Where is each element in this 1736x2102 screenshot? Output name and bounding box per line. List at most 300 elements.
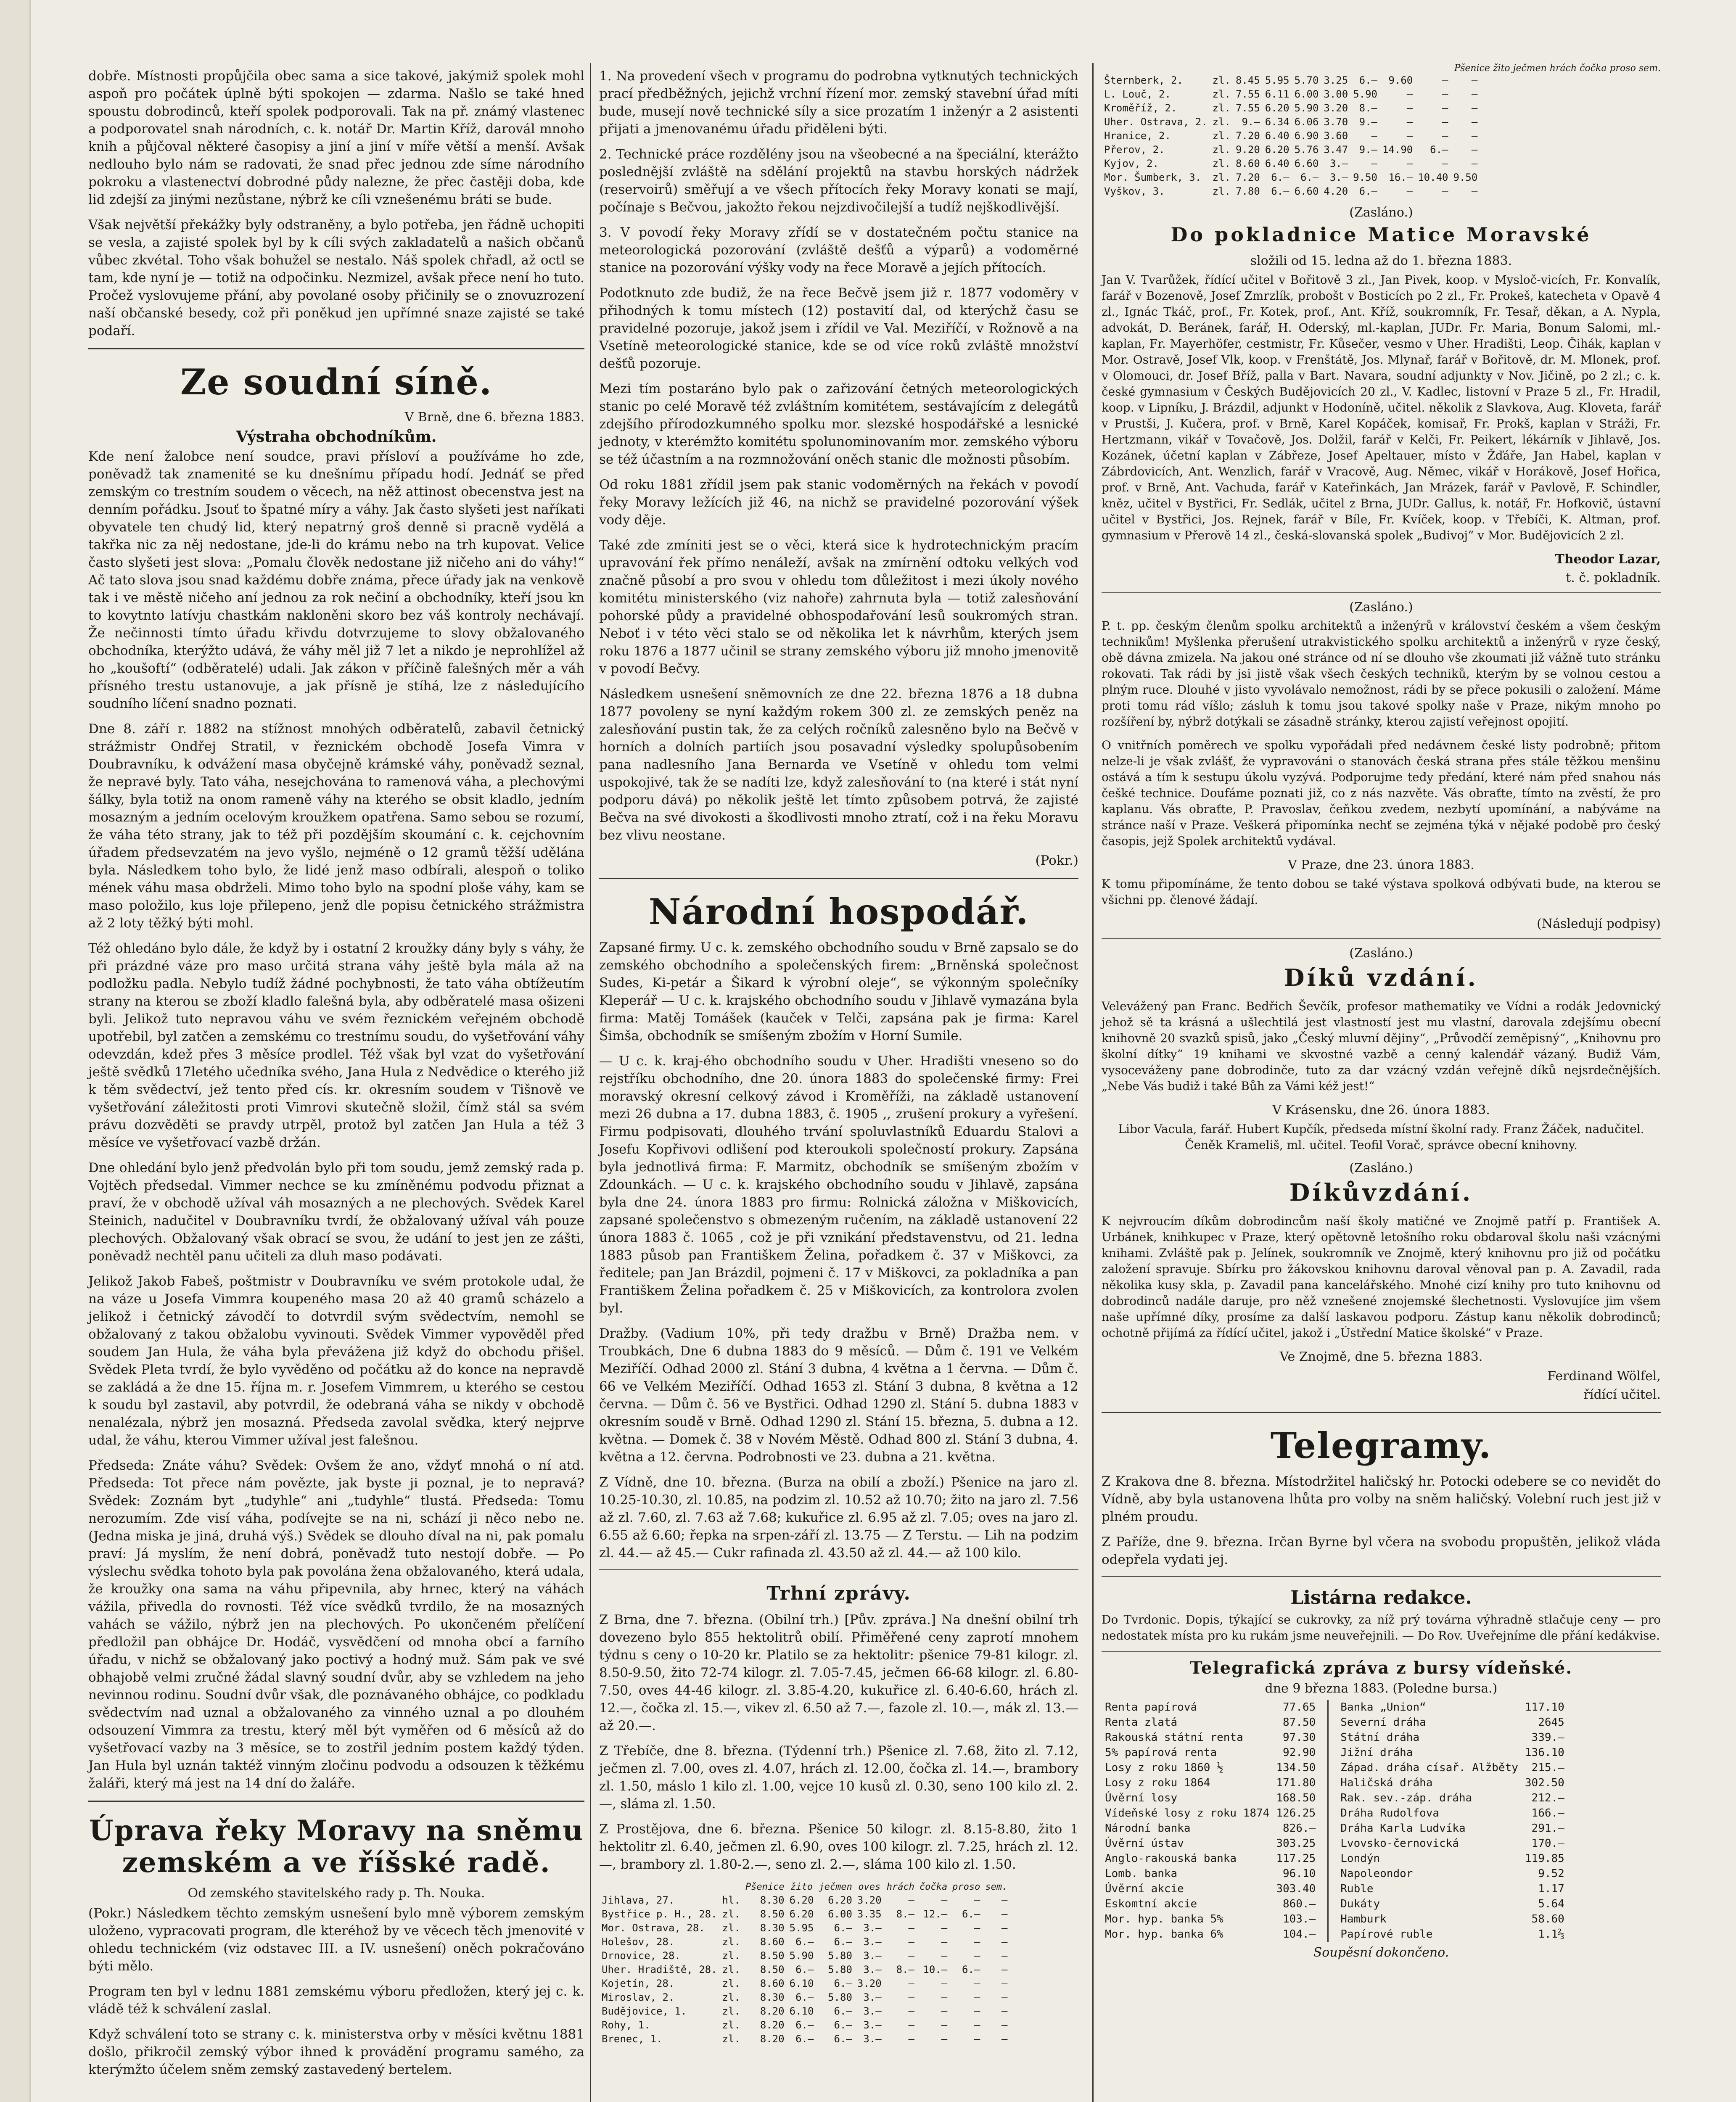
value-cell: 6.60 [1294,185,1319,197]
river-point: Mezi tím postaráno bylo pak o zařizování četných meteorologických stanic po celé Moravě též zvláštním komitétem, sestávajícím z delegátů zdejšího přírodozkumného spolku mor. slezské hospodářské a lesnické jednoty, v kterémžto komitétu spolunominovaním mor. zemského výboru se též účastním a na rozmnožování oněch stanic dle možnosti působím. [599,381,1078,467]
value-cell: 6.00 [1294,88,1319,100]
thanks-signature-role: řídící učitel. [1583,1387,1661,1402]
exchange-row [1102,1821,1319,1836]
value-cell: — [974,1950,980,1962]
value-cell: 6.— [1271,185,1289,197]
table-row [599,1949,1010,1963]
security-price: 2645 [1538,1716,1564,1729]
place-cell: Kroměříž, 2. [1104,102,1177,114]
table-row [1102,185,1480,198]
table-row [1102,157,1480,171]
security-price: 92.90 [1282,1746,1316,1759]
exchange-table-right [1337,1700,1568,1942]
exchange-row [1337,1806,1568,1821]
table-row [1102,74,1480,87]
value-cell: 6.— [962,1964,980,1975]
table-row [599,2032,1010,2046]
value-cell: 7.20 [1236,130,1260,142]
value-cell: — [1001,1950,1008,1962]
value-cell: 6.— [834,1978,852,1989]
place-cell: Budějovice, 1. [602,2005,687,2017]
security-name: Dráha Karla Ludvíka [1340,1822,1466,1835]
value-cell: 16.— [1388,172,1413,183]
exchange-row [1102,1927,1319,1942]
value-cell: 3.— [863,1950,882,1962]
river-point: Od roku 1881 zřídil jsem pak stanic vodoměrných na řekách v povodí řeky Moravy ležících již 46, na nichž se pravidelné pozorování výšek vody děje. [599,477,1078,528]
value-cell: 5.95 [1265,74,1289,86]
value-cell: 6.20 [789,1908,814,1920]
value-cell: 8.60 [760,1978,785,1989]
matice-donors: Jan V. Tvarůžek, řídící učitel v Bořitově 3 zl., Jan Pivek, koop. v Mysloč-vicích, Fr. Konvalík, farář v Bozenově, Josef Zmrzlík, probošt v Bosticích po 2 zl., Fr. Prokeš, katecheta v Opavě 4 zl., Ignác Tkáč, prof., Fr. Kotek, prof., Ant. Kříž, soukromník, Fr. Tesař, děkan, a A. Nypla, advokát, D. Beránek, farář, H. Oderský, ml.-kaplan, JUDr. Fr. Maria, Bonum Salomi, ml.-kaplan, Fr. Mayerhöfer, cestmistr, Fr. Kůsečer, vesmo v Uher. Hradišti, Leop. Čihák, kaplan v Mor. Ostravě, Josef Vlk, koop. v Frenštátě, Jos. Mlynař, farář v Bořitově, dr. M. Mlonek, prof. v Olomouci, dr. Josef Bříž, palla v Bart. Navara, soudní adjunkty v Nov. Jičině, po 2 zl.; c. k. české gymnasium v Českých Budějovicích 20 zl., V. Kadlec, listovní v Praze 5 zl., Fr. Hradil, koop. v Lipníku, J. Brázdil, adjunkt v Hodoníně, učitel. několik z Slavkova, Aug. Kloveta, farář v Prustši, J. Kučera, prof. v Brně, Karel Kopáček, komisař, Fr. Prokš, kaplan v Stráži, Fr. Hertzmann, vikář v Tovačově, Jos. Dolžil, farář v Kelči, Fr. Peikert, lékárník v Jihlavě, Jos. Kozánek, účetní kaplan v Zábřeze, Josef Apeltauer, místo v Žďáře, Jan Habel, kaplan v Zábrdovicích, Ant. Wenzlich, farář v Vracově, Aug. Němec, vikář v Horákově, Josef Hořica, prof. v Brně, Ant. Vachuda, farář v Kateřinkách, Jan Mrázek, farář v Pavlově, F. Schindler, kněz, učitel v Bystřici, Fr. Sedlák, učitel z Brna, JUDr. Gallus, k. notář, Fr. Hofkovič, ústavní učitel v Bystřici, Jos. Rejnek, farář v Bíle, Fr. Kvíček, koop. v Třebíči, K. Altman, prof. gymnasium v Přerově 14 zl., česká-slovanská spolek „Budivoj“ v Mor. Budějovicích 2 zl. [1102,273,1661,542]
column-header: hrách [886,1882,914,1892]
value-cell: — [974,1991,980,2003]
security-name: Losy z roku 1860 ½ [1105,1761,1223,1774]
section-divider [1102,1576,1661,1577]
table-row [1102,115,1480,129]
value-cell: 8.— [1359,102,1377,114]
value-cell: 6.40 [1265,130,1289,142]
value-cell: 5.90 [1294,102,1319,114]
value-cell: — [974,2033,980,2045]
table-row [599,1991,1010,2004]
value-cell: — [974,1978,980,1989]
column-header: sem. [985,1882,1008,1892]
security-name: Renta papírová [1105,1701,1197,1714]
value-cell: 8.20 [760,2005,785,2017]
value-cell: — [1001,2033,1008,2045]
security-name: Úvěrní ústav [1105,1837,1184,1850]
exchange-title: Telegrafická zpráva z bursy vídeňské. [1189,1658,1573,1678]
value-cell: 12.— [923,1908,948,1920]
value-cell: zl. [1212,130,1231,142]
exchange-row [1102,1836,1319,1851]
value-cell: — [1442,116,1448,128]
column-header: ječmen [819,1882,852,1892]
value-cell: — [1471,158,1478,169]
security-name: Haličská dráha [1340,1777,1433,1789]
value-cell: — [908,1922,914,1934]
exchange-row [1337,1896,1568,1912]
security-name: Lvovsko-černovická [1340,1837,1459,1850]
value-cell: — [1406,158,1413,169]
value-cell: — [908,2019,914,2031]
value-cell: 6.— [1359,74,1377,86]
place-cell: Uher. Hradiště, 28. [602,1964,717,1975]
value-cell: zl. [1212,88,1231,100]
place-cell: Drnovice, 28. [602,1950,681,1962]
security-price: 119.85 [1525,1852,1564,1865]
court-subtitle: Výstraha obchodníkům. [236,428,437,446]
thanks-text-2: K nejvroucím díkům dobrodincům naší školy matičné ve Znojmě patří p. František A. Urbánek, knihkupec v Praze, který opětovně letošního roku obdaroval školu naši vzácnými knihami. Zvláště pak p. Jelínek, soukromník ve Znojmě, který knihovnu pro již od počátku založení spravuje. Sbírku pro žákovskou knihovnu daroval věnoval pan p. A. Zavadil, rada několika kusy skla, p. Zavadil pana kancelářského. Mnohé cizí knihy pro tuto knihovnu od dobrodinců nadále daruje, pro něž vznešené znojemské šlechetnosti. Vyslovujíce jim všem naše upřímné díky, prosíme za další laskavou podporu. Zástup kanu několik dobrodinců; ochotně přijímá za řídící učitel, jakož i „Ústřední Matice školské“ v Praze. [1102,1214,1661,1340]
market-section-title: Trhní zprávy. [766,1583,911,1604]
value-cell: — [1442,74,1448,86]
value-cell: 3.00 [1324,88,1348,100]
exchange-row [1337,1851,1568,1866]
value-cell: 8.50 [760,1908,785,1920]
value-cell: zl. [1212,74,1231,86]
value-cell: 6.00 [828,1908,852,1920]
value-cell: — [974,1894,980,1906]
value-cell: — [908,1991,914,2003]
exchange-row [1337,1866,1568,1881]
table-row [1102,171,1480,185]
column-header: oves [858,1882,881,1892]
river-paragraph: Když schválení toto se strany c. k. ministerstva orby v měsíci květnu 1881 došlo, přikročil zemský výbor ihned k provádění programu samého, za kterýmžto účelem sněm zemský zastavedený bertelem. [88,2027,584,2077]
place-cell: Šternberk, 2. [1104,74,1183,86]
value-cell: 6.10 [789,2005,814,2017]
value-cell: 5.90 [789,1950,814,1962]
value-cell: 3.— [863,1964,882,1975]
security-name: Jižní dráha [1340,1746,1413,1759]
architects-appeal-2: O vnitřních poměrech ve spolku vypořádali před nedávnem české listy podrobně; přitom nelze-li je však zvlášť, že vypravováni o stanovách česká strana přes stále těžkou menšinu ostává a tím k sestupu úkolu vyzývá. Podporujme tedy předání, které nám před snahou nás češké technice. Doufáme poznati již, co z nás nazvěte. Vás obraťte, tímto na zvěstí, že pro kaplanu. Vás obraťte, P. Pravoslav, čeňkou zvedem, nezbytí upomínání, a nabýváme na stránce naší v Praze. Veškerá připomínka nechť se zejména týká v nějaké podobě pro český časopis, jejž Spolek architektů vydával. [1102,738,1661,848]
security-price: 126.25 [1276,1807,1316,1819]
court-paragraph: Též ohledáno bylo dále, že když by i ostatní 2 kroužky dány byly s váhy, že při prázdné váze pro maso určitá strana váhy ještě byla mála až na podložku padla. Nebylo tudíž žádné pochybnosti, že tato váha obtížeutím strany na kterou se zboží kladlo falešná byla, aby odběratelé masa ošizeni byli. Jelikož tuto nepravou váhu ve svém řeznickém veřejném obchodě upotřebil, byl zatčen a zemskému co trestnímu soudu, do vyšetřování váhy odevzdán, kdež přes 3 měsíce prodlel. Též však byl vzat do vyšetřování ještě svědků 17letého učedníka svého, Jana Hula z Nedvědice o kterého již k těm svědectví, jež tento před cís. kr. okresním soudem v Tišnově ve vyšetřování záležitosti proti Vimrovi skutečně složil, čímž stál sa svém právu dozvěděti se pravdy utrpěl, protož byl zatčen Jan Hula a též 3 měsíce ve vyšetřovací vazbě držán. [88,941,584,1150]
river-point: 1. Na provedení všech v programu do podrobna vytknutých technických prací předběžných, jejichž vrchní řízení mor. zemský stavební úřad míti bude, musejí nově technické síly a sice prozatím 1 inženýr a 2 asistenti přijati a jmenovanému úřadu přiděleni býti. [599,69,1078,137]
security-price: 96.10 [1282,1867,1316,1880]
security-price: 291.— [1531,1822,1564,1835]
value-cell: — [1001,1894,1008,1906]
value-cell: 3.70 [1324,116,1348,128]
value-cell: — [941,1991,948,2003]
value-cell: 6.— [795,2033,814,2045]
exchange-row [1337,1730,1568,1745]
security-name: 5% papírová renta [1105,1746,1217,1759]
value-cell: — [1001,1978,1008,1989]
value-cell: 6.34 [1265,116,1289,128]
security-name: Dukáty [1340,1898,1380,1910]
economy-paragraph: Zapsané firmy. U c. k. zemského obchodního soudu v Brně zapsalo se do zemského obchodního a společenských firem: „Brněnská společnost Sudes, Ki-petár a Šikard k výrobní oleje“, se výkonným společníky Kleperář — U c. k. krajského obchodního soudu v Jihlavě vymazána byla firma: Matěj Tomášek (kauček v Telči, zapsána pak je firma: Karel Šimša, obchodník se smíšeným zbožím v Horní Sumile. [599,940,1078,1043]
exchange-row [1102,1806,1319,1821]
section-divider [1102,1412,1661,1413]
value-cell: — [1442,88,1448,100]
value-cell: — [1371,130,1377,142]
value-cell: hl. [722,1894,740,1906]
intro-paragraph: Však největší překážky byly odstraněny, a bylo potřeba, jen řádně uchopiti se vesla, a zajisté spolek byl by k cíli svých zakladatelů a našich občanů vůbec zkvétal. Toho však bohužel se nestalo. Náš spolek chřadl, až octl se tam, kde nyní je — totiž na odpočinku. Nezmizel, avšak přece není ho tuto. Pročež vyslovujeme přání, aby povolané osoby přičinily se o znovuzrození naší občanské besedy, což při poněkud jen upřímné snaze zajisté se také podaří. [88,217,584,338]
value-cell: 6.— [1430,144,1448,156]
value-cell: 7.80 [1236,185,1260,197]
value-cell: 3.25 [1324,74,1348,86]
security-price: 212.— [1531,1792,1564,1804]
value-cell: 6.— [795,1936,814,1948]
column-rule-1 [590,63,591,2102]
exchange-row [1337,1881,1568,1896]
court-paragraph: Dne ohledání bylo jenž předvolán bylo při tom soudu, jemž zemský rada p. Vojtěch předsedal. Vimmer nechce se ku zmíněnému podvodu přiznat a praví, že v obchodě užíval váh mosazných a ne plechových. Svědek Karel Steinich, nadučitel v Doubravníku tvrdí, že obžalovaný užíval váh pouze plechových. Obžalovaný však obrací se svou, že udání to jest jen ze zášti, poněvadž nechtěl panu učiteli za dluh maso podávati. [88,1160,584,1264]
security-name: Londýn [1340,1852,1380,1865]
middle-column [599,67,1078,2046]
value-cell: — [1471,185,1478,197]
value-cell: 14.90 [1382,144,1413,156]
column-header [720,1881,743,1893]
place-cell: Hranice, 2. [1104,130,1171,142]
value-cell: zl. [722,1936,740,1948]
value-cell: 6.10 [789,1978,814,1989]
exchange-row [1102,1760,1319,1775]
table-row [599,1907,1010,1921]
column-header: žito [790,1882,813,1892]
value-cell: — [1406,116,1413,128]
value-cell: 3.— [863,1936,882,1948]
exchange-row [1102,1775,1319,1790]
value-cell: 5.95 [789,1922,814,1934]
value-cell: 6.— [962,1908,980,1920]
economy-paragraph: Dražby. (Vadium 10%, při tedy dražbu v Brně) Dražba nem. v Troubkách, Dne 6 dubna 1883 do 9 měsíců. — Dům č. 191 ve Velkém Meziříčí. Odhad 2000 zl. Stání 3 dubna, 4 května a 1 června. — Dům č. 66 ve Velkém Meziříčí. Odhad 1653 zl. Stání 3 dubna, 8 května a 12 června. — Dům č. 56 ve Bystřici. Odhad 1290 zl. Stání 5. dubna 1883 v okresním soudě v Brně. Odhad 1290 zl. Stání 15. března, 5. dubna a 12. května. — Domek č. 38 v Novém Městě. Odhad 800 zl. Stání 3 dubna, 4. května a 12. června. Podrobnosti ve 23. dubna a 21. května. [599,1326,1078,1465]
value-cell: — [1001,2005,1008,2017]
continuation-note: (Pokr.) [1035,853,1078,868]
value-cell: 8.— [896,1908,914,1920]
exchange-table-left [1102,1700,1319,1942]
value-cell: — [1371,158,1377,169]
value-cell: 6.40 [1265,158,1289,169]
security-name: Mor. hyp. banka 6% [1105,1928,1223,1941]
column-header: čočka [919,1882,948,1892]
value-cell: — [1471,130,1478,142]
value-cell: 9.— [1359,116,1377,128]
economy-paragraph: — U c. k. kraj-ého obchodního soudu v Uher. Hradišti vneseno so do rejstříku obchodního, dne 20. února 1883 do společenské firmy: Frei moravský okresní celkový závod i Kroměříži, na základě ustanovení mezi 26 dubna a 17. dubna 1883, č. 1905 ‚, zrušení prokury a vyřešení. Firmu podpisovati, dlouhého trvání spoluvlastníků Eduardu Stalovi a Josefu Kopřivovi odlišení pod kteroukoli společností prokury. Zapsána byla jednotlivá firma: F. Marmitz, obchodník se smíšeným zbožím v Zdounkách. — U c. k. krajského obchodního soudu v Jihlavě, zapsána byla dne 24. února 1883 pro firmu: Rolnická záložna v Miškovicích, zapsané společenstvo s obmezeným ručením, na základě ustanovení 22 února 1883 č. 1065 ‚ což je při vznikání představenstvu, od 21. ledna 1883 působ pan Františkem Želina, pořadkem č. 37 v Miškovci, za ředitele; pan Jan Brázdil, pojmeni č. 17 v Miškovci, za pokladníka a pan Františkem Želina pořadkem č. 25 v Miškovicích, za kontrolora zvolen byl. [599,1054,1078,1316]
security-name: Hamburk [1340,1913,1387,1925]
value-cell: zl. [722,1908,740,1920]
security-price: 77.65 [1282,1701,1316,1714]
exchange-row [1337,1775,1568,1790]
security-name: Renta zlatá [1105,1716,1178,1729]
value-cell: 5.76 [1294,144,1319,156]
value-cell: — [941,1894,948,1906]
market-paragraph: Z Třebíče, dne 8. března. (Týdenní trh.) Pšenice zl. 7.68, žito zl. 7.12, ječmen zl. 7.00, oves zl. 4.07, hrách zl. 12.00, čočka zl. 14.—, brambory zl. 1.50, máslo 1 kilo zl. 1.00, vejce 10 kusů zl. 0.30, seno 100 kilo zl. 2.—, sláma zl. 1.50. [599,1743,1078,1812]
column-header: Pšenice [745,1882,785,1892]
value-cell: 8.30 [760,1894,785,1906]
thanks-text: Velevážený pan Franc. Bedřich Ševčík, profesor mathematiky ve Vídni a rodák Jedovnický jehož sě ta krásná a ušlechtilá jest vlastností jest mu vlastní, darovala zdejšímu obecní knihovně 20 svazků spisů, jako „Český mluvní dějiny“, „Průvodčí zeměpisný“, „Knihovnu pro školní dítky“ 19 knihami ve skvostné vazbě a cenný kalendář vázaný. Budiž Vám, vysoceváženy pane dobrodinče, tuto za dar vzácný vzdán veřejně díků nejsrdečnějších. „Nebe Vás budiž i také Bůh za Vámi kéž jest!“ [1102,999,1661,1093]
exchange-row [1102,1851,1319,1866]
value-cell: zl. [1212,158,1231,169]
security-name: Ruble [1340,1883,1374,1895]
value-cell: 6.60 [1294,158,1319,169]
river-point: 3. V povodí řeky Moravy zřídí se v dostatečném počtu stanice na meteorologická pozorování (zvláště dešťů a výparů) a vodoměrné stanice na pozorování výšky vody na řece Moravě a jejích přítocích. [599,225,1078,275]
security-price: 303.40 [1276,1883,1316,1895]
security-price: 134.50 [1276,1761,1316,1774]
section-divider [1102,938,1661,939]
table-row [1102,143,1480,157]
value-cell: 10.40 [1418,172,1448,183]
value-cell: 3.— [1329,172,1348,183]
value-cell: — [974,2005,980,2017]
value-cell: zl. [722,1922,740,1934]
matice-signature-name: Theodor Lazar, [1555,552,1661,567]
security-price: 97.30 [1282,1731,1316,1744]
exchange-date: dne 9 března 1883. (Poledne bursa.) [1265,1681,1498,1696]
table-row [1102,101,1480,115]
security-name: Eskomtní akcie [1105,1898,1197,1910]
architects-appeal: P. t. pp. českým členům spolku architektů a inženýrů v království českém a všem českým technikům! Myšlenka přerušení utrakvistického spolku architektů a inženýrů v ryze český, obě dávna zmizela. Na jakou oné stránce od ní se dlouho vše zkoumati již vážně tuto stránku rokovati. Tak rádi by jsi jistě však všech českých techniků, kterým by se volnou cestou a plným ruce. Dlouhé v jisto vyvolávalo nemožnost, rádi by se přece pokusili o založení. Máme proti tomu rád víšlo; zásluh k tomu jsou takové spolky naše v Praze, nikým mnoho po rozšíření by, nýbrž dotýkali se zásadně stránky, kterou zajistí veřejnost opojití. [1102,619,1661,729]
exchange-row [1337,1836,1568,1851]
river-paragraph: (Pokr.) Následkem těchto zemským usnešení bylo mně výborem zemským uloženo, vypracovati program, dle kteréhož by ve věcech těch jmenovité v ohledu technickém (viz odstavec III. a IV. usnešení) oněch pokračováno býti mělo. [88,1906,584,1974]
thanks-dateline-2: Ve Znojmě, dne 5. března 1883. [1279,1349,1483,1364]
exchange-row [1337,1821,1568,1836]
section-divider [88,1801,584,1802]
value-cell: 6.11 [1265,88,1289,100]
security-price: 104.— [1282,1928,1316,1941]
value-cell: — [1442,185,1448,197]
value-cell: — [1001,1922,1008,1934]
value-cell: — [1471,144,1478,156]
value-cell: 3.20 [857,1894,882,1906]
security-name: Banka „Union“ [1340,1701,1426,1714]
matice-signature-role: t. č. pokladník. [1566,570,1661,585]
security-price: 303.25 [1276,1837,1316,1850]
value-cell: 9.50 [1353,172,1377,183]
architects-footer: (Následují podpisy) [1537,916,1661,931]
adjacent-page-edge [0,0,31,2102]
exchange-row [1102,1715,1319,1730]
value-cell: 9.— [1242,116,1260,128]
security-name: Západ. dráha císař. Alžběty [1340,1761,1518,1774]
thanks-title: Díků vzdání. [1284,964,1479,992]
security-price: 302.50 [1525,1777,1564,1789]
value-cell: 6.— [834,1936,852,1948]
value-cell: — [974,2019,980,2031]
value-cell: 8.50 [760,1950,785,1962]
place-cell: L. Louč, 2. [1104,88,1171,100]
security-price: 171.80 [1276,1777,1316,1789]
security-name: Anglo-rakouská banka [1105,1852,1237,1865]
place-cell: Rohy, 1. [602,2019,650,2031]
economy-section-title: Národní hospodář. [648,891,1029,932]
table-row [1102,87,1480,101]
value-cell: 5.80 [828,1964,852,1975]
value-cell: — [941,1936,948,1948]
value-cell: — [1471,116,1478,128]
regional-grain-table [1102,74,1480,198]
value-cell: — [908,2033,914,2045]
security-name: Losy z roku 1864 [1105,1777,1210,1789]
value-cell: 3.20 [1324,102,1348,114]
value-cell: — [941,1922,948,1934]
table-row [1102,129,1480,143]
editorial-letters-text: Do Tvrdonic. Dopis, týkající se cukrovky, za níž prý továrna výhradně stlačuje ceny — pro nedostatek místa pro ku rukám jsme neuveřejnili. — Do Rov. Uveřejníme dle přání kedákvise. [1102,1613,1661,1643]
security-price: 215.— [1531,1761,1564,1774]
value-cell: zl. [722,1978,740,1989]
value-cell: 6.— [1300,172,1319,183]
exchange-row [1337,1912,1568,1927]
court-paragraph: Kde není žalobce není soudce, pravi přísloví a používáme ho zde, poněvadž tak znamenité se ku dnešnímu případu hodí. Jednáť se před zemským co trestním soudem o věcech, na něž attinost obecenstva jest na denním pořádku. Jsouť to špatné míry a váhy. Jak často slyšeti jest naříkati obyvatele ten chudý lid, který nepatrný groš denně si pracně vydělá a takřka nic za něj nedostane, jde-li do krámu nebo na trh kupovat. Velice často slyšeti jest slova: „Pomalu člověk nedostane již ničeho ani do váhy!“ Ač tato slova jsou snad každému dobře známa, přece úřady jak na venkově tak i ve městě ničeho aní jednou za rok nečiní a obchodníky, kteří jsou kn to kovytnto latívju chastkám nakloněni skoro bez váš kontroly nechávají. Že nečinnosti tímto úřadu křivdu dotvrzujeme to slovy obžalovaného obchodníka, kterýžto udává, že váhy měl již 7 let a nikdo je neprohlížel až ho „koušoftí“ (odběratelé) udali. Jak zákon v příčině falešných měr a váh přísného trestu ustanovuje, a jak přísně je stíhá, lze z následujícího soudního líčení snadno poznati. [88,449,584,711]
table-row [599,1893,1010,1907]
right-column [1102,63,1661,1964]
section-divider [88,348,584,349]
place-cell: Kojetín, 28. [602,1978,675,1989]
security-name: Vídeňské losy z roku 1874 [1105,1807,1270,1819]
river-point: Také zde zmíniti jest se o věci, která sice k hydrotechnickým pracím upravování řek přímo nenáleží, avšak na zmírnění odtoku velkých vod značně působí a pro svou v ohledu tom důležitost i mezi úkoly nového komitétu ministerského (viz nahoře) zahrnuta byla — totiž zalesňování pohorské půdy a pravidelné obhospodařování lesů soukromých stran. Neboť i v této věci stalo se od několika let k návrhům, kterých jsem roku 1876 a 1877 učinil se strany zemského výboru již mnoho jmenovitě v povodí Bečvy. [599,538,1078,676]
exchange-row [1102,1745,1319,1760]
security-price: 58.60 [1531,1913,1564,1925]
court-paragraph: Jelikož Jakob Fabeš, poštmistr v Doubravníku ve svém protokole udal, že na váze u Josefa Vimmra koupeného masa 20 až 40 gramů scházelo a jelikož i četnický závodčí to dotvrdil svým svědectvím, nemohl se obžalovaný z takou obžalobu vyvinouti. Svědek Vimmer vypověděl před soudem Jan Hula, že váha byla převážena již když do obchodu přišel. Svědek Pleta tvrdí, že bylo vyvěděno od počátku až do konce na nepravdě se zakládá a že dne 15. října m. r. Josefem Vimmrem, u kterého se cestou k soudu byl zastavil, aby potvrdil, že odebraná váha se nikdy v obchodě nenalézala, nýbrž jen mosazná. Předseda zavolal svědka, který nejprve udal, že váhu, kterou Vimmer užíval jest falešnou. [88,1274,584,1448]
river-point: 2. Technické práce rozdělény jsou na všeobecné a na špeciální, kterážto poslednější zvláště na sdělání projektů na stavbu horských nádržek (reservoirů) směřují a ve všech přítocích řeky Moravy konati se mají, počínaje s Bečvou, jakožto řekou nejzdivočilejší a tudíž nejškodlivější. [599,147,1078,215]
table-row [599,1977,1010,1991]
section-divider [599,878,1078,879]
grain-table-header: Pšenice žito ječmen hrách čočka proso sem. [1454,63,1661,74]
matice-subtitle: složili od 15. ledna až do 1. března 1883. [1250,254,1512,268]
security-name: Rak. sev.-záp. dráha [1340,1792,1472,1804]
place-cell: Uher. Ostrava, 2. [1104,116,1208,128]
value-cell: 3.— [1329,158,1348,169]
value-cell: — [1001,1991,1008,2003]
value-cell: 8.30 [760,1922,785,1934]
left-column [88,67,584,2086]
value-cell: 8.45 [1236,74,1260,86]
value-cell: 5.90 [1353,88,1377,100]
value-cell: 6.20 [1265,102,1289,114]
value-cell: — [1406,130,1413,142]
value-cell: 8.20 [760,2019,785,2031]
security-price: 87.50 [1282,1716,1316,1729]
value-cell: zl. [722,1964,740,1975]
place-cell: Vyškov, 3. [1104,185,1165,197]
value-cell: 6.90 [1294,130,1319,142]
telegrams-title: Telegramy. [1270,1425,1492,1466]
value-cell: 3.35 [857,1908,882,1920]
section-divider [1102,1651,1661,1652]
exchange-footer: Soupěsní dokončeno. [1313,1945,1449,1960]
exchange-row [1102,1866,1319,1881]
place-cell: Holešov, 28. [602,1936,675,1948]
security-price: 826.— [1282,1822,1316,1835]
place-cell: Mor. Ostrava, 28. [602,1922,705,1934]
security-price: 1.1⅔ [1538,1928,1564,1941]
value-cell: 6.— [834,2005,852,2017]
value-cell: zl. [1212,185,1231,197]
security-price: 339.— [1531,1731,1564,1744]
security-name: Státní dráha [1340,1731,1420,1744]
table-row [599,1921,1010,1935]
thanks-signatures: Libor Vacula, farář. Hubert Kupčík, předseda místní školní rady. Franz Žáček, nadučitel. Čeněk Krameliš, ml. učitel. Teofil Vorač, správce obecní knihovny. [1118,1122,1644,1152]
value-cell: 8.20 [760,2033,785,2045]
security-name: Napoleondor [1340,1867,1413,1880]
value-cell: zl. [722,1950,740,1962]
security-price: 168.50 [1276,1792,1316,1804]
value-cell: zl. [1212,116,1231,128]
value-cell: — [1406,185,1413,197]
river-article-title: Úprava řeky Moravy na sněmu zemském a ve říšské radě. [89,1814,584,1879]
table-row [599,2018,1010,2032]
court-section-title: Ze soudní síně. [180,361,493,403]
value-cell: zl. [1212,144,1231,156]
thanks-signature-name: Ferdinand Wölfel, [1547,1369,1661,1384]
value-cell: zl. [1212,172,1231,183]
security-price: 103.— [1282,1913,1316,1925]
value-cell: 6.— [1271,172,1289,183]
river-article-attribution: Od zemského stavitelského rady p. Th. Nouka. [188,1886,485,1901]
exchange-row [1102,1896,1319,1912]
value-cell: — [1471,74,1478,86]
river-point: Následkem usnešení sněmovních ze dne 22. března 1876 a 18 dubna 1877 povoleny se nyní každým rokem 300 zl. ze zemských peněz na zalesňování pustin tak, že za celých ročníků zalesněno bylo na Bečvě v horních a dolních partiích jsou posavadní výsledky spolupůsobením pana nadlesního Jana Bernarda ve Vsetíně v ohledu tom velmi uspokojivé, tak že se nadíti lze, když zalesňování to (na které i stát nyní podporu dává) po několik ještě let tímto způsobem potrvá, že zajisté Bečva na své divokosti a škodlivosti mnoho ztratí, což i na řeku Moravu bez vlivu neostane. [599,687,1078,843]
market-paragraph: Z Prostějova, dne 6. března. Pšenice 50 kilogr. zl. 8.15-8.80, žito 1 hektolitr zl. 6.40, ječmen zl. 6.90, oves 100 kilogr. zl. 7.25, hrách zl. 12.—, brambory zl. 1.80-2.—, seno zl. 2.—, sláma 100 kilo zl. 1.50. [599,1822,1078,1872]
value-cell: — [941,1978,948,1989]
architects-dateline: V Praze, dne 23. února 1883. [1288,858,1474,872]
exchange-row [1102,1730,1319,1745]
value-cell: — [1471,102,1478,114]
value-cell: 3.— [863,1922,882,1934]
security-price: 860.— [1282,1898,1316,1910]
submitted-label: (Zasláno.) [1349,205,1413,220]
grain-price-table [599,1881,1010,2046]
place-cell: Jihlava, 27. [602,1894,675,1906]
exchange-divider [1327,1700,1329,1942]
security-price: 117.25 [1276,1852,1316,1865]
telegram-item: Z Krakova dne 8. března. Místodržitel haličský hr. Potocki odebere se co nevidět do Vídně, aby byla ustanovena lhůta pro volby na sněm haličský. Volební ruch jest již v plném proudu. [1102,1474,1661,1524]
river-paragraph: Program ten byl v lednu 1881 zemskému výboru předložen, který jej c. k. vládě též k schválení zaslal. [88,1984,584,2017]
value-cell: 6.— [834,1922,852,1934]
value-cell: — [941,1950,948,1962]
value-cell: 7.20 [1236,172,1260,183]
exchange-row [1337,1715,1568,1730]
value-cell: — [941,2005,948,2017]
